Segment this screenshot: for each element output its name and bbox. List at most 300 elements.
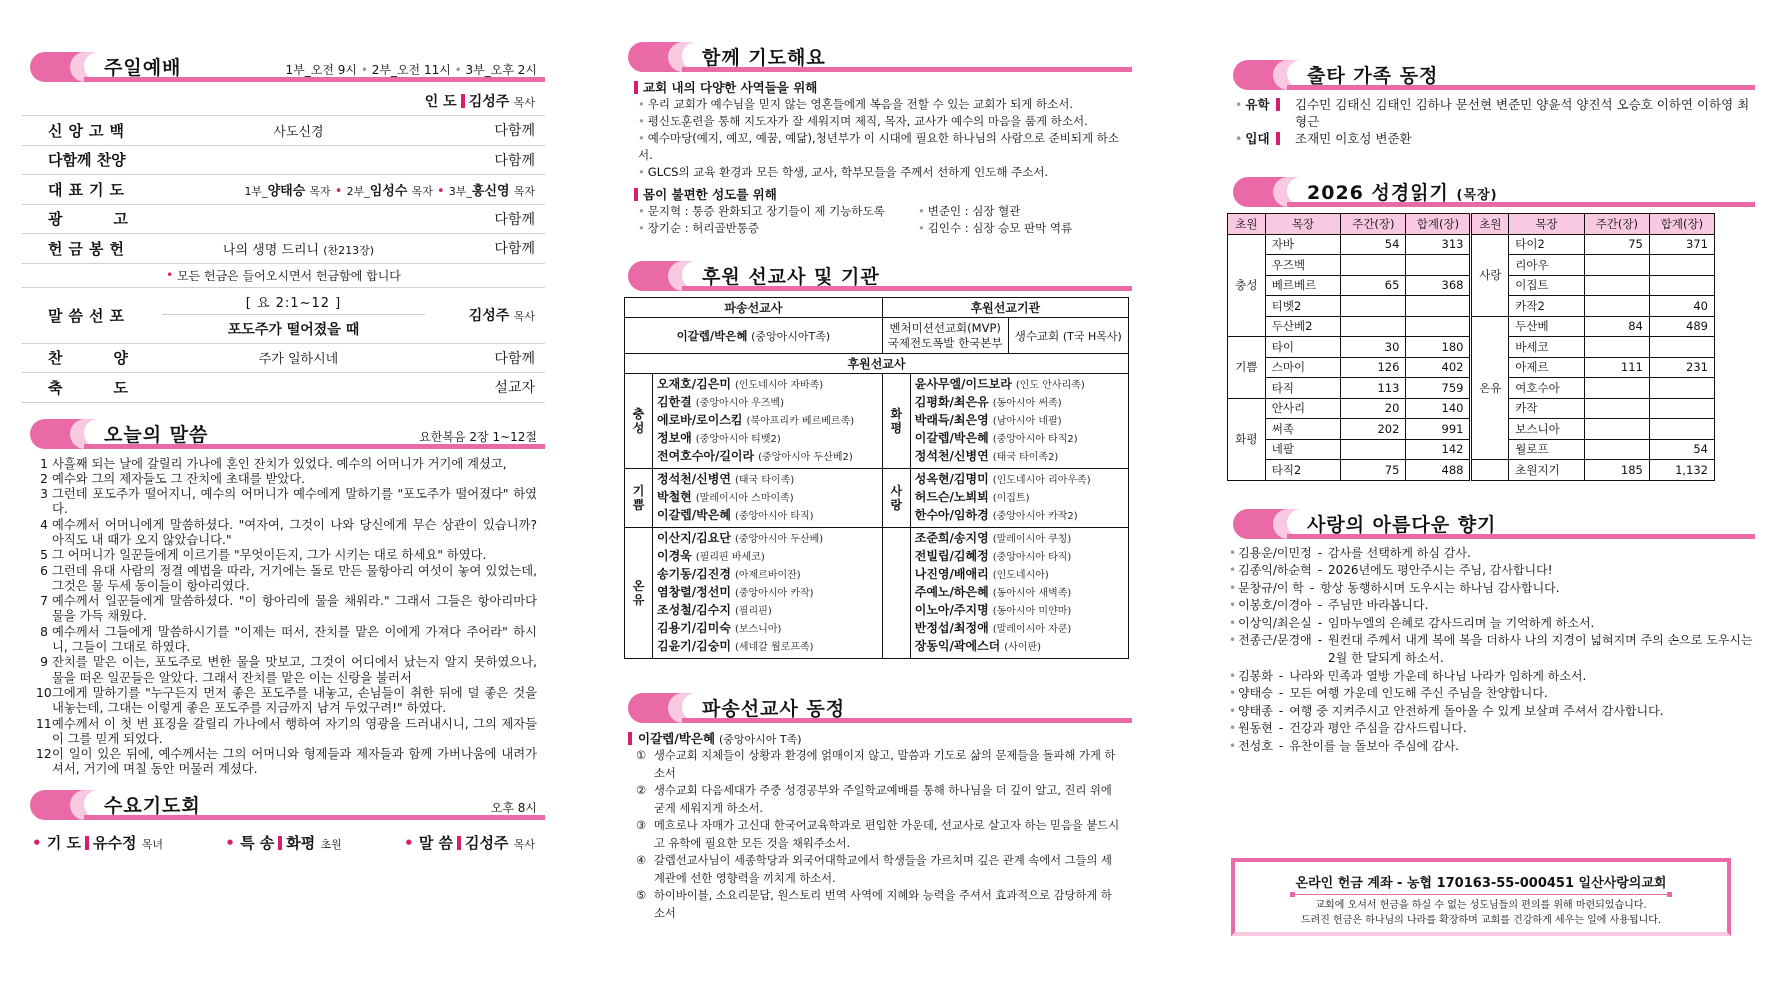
right-column: [1225, 0, 1755, 756]
dash: -: [1278, 668, 1284, 683]
reading-cell-week: [1584, 439, 1649, 460]
missionary-note: (필리핀): [734, 606, 772, 617]
verse-text: 사흘째 되는 날에 갈릴리 가나에 혼인 잔치가 있었다. 예수의 어머니가 거기에 계셨고,: [52, 456, 507, 471]
missionary-note: (동아시아 새벽족): [992, 588, 1072, 599]
mission-group-row: [625, 374, 1129, 469]
dash: -: [1317, 563, 1323, 578]
role-label: 기 도: [46, 833, 82, 852]
missionary-list: [653, 374, 883, 469]
verse-text: 예수와 그의 제자들도 그 잔치에 초대를 받았다.: [52, 471, 306, 486]
missionary-note: (인도 안사리족): [1015, 380, 1085, 391]
missionary-note: (필리핀 바세코): [695, 552, 765, 563]
thanks-item: [1225, 720, 1755, 738]
missionary-note: (아제르바이잔): [734, 570, 801, 581]
verse-text: 예수께서 이 첫 번 표징을 갈릴리 가나에서 행하여 자기의 영광을 드러내시니, 그의 제자들이 그를 믿게 되었다.: [52, 716, 537, 746]
order-leader: 다함께: [494, 123, 535, 140]
missionary-entry: [657, 507, 878, 525]
prayer-item: • 평신도훈련을 통해 지도자가 잘 세워지며 제직, 목자, 교사가 예수의 마음을 품게 하소서.: [620, 113, 1132, 130]
reading-cell-week: [1584, 419, 1649, 440]
reading-cell-week: 54: [1341, 234, 1406, 255]
role-title: 목사: [513, 837, 535, 851]
missionary-note: (세네갈 월로프족): [734, 642, 814, 653]
missionary-entry: [657, 412, 878, 430]
verse: [36, 457, 537, 472]
news-number: ③: [636, 819, 647, 832]
group-label: 화 평: [882, 374, 910, 469]
order-leader: 다함께: [494, 152, 535, 169]
section-header-wednesday: [22, 788, 545, 822]
verse-number: 11: [36, 716, 52, 731]
reading-cell-name: 카작2: [1509, 296, 1585, 317]
missionary-list: [910, 528, 1128, 659]
order-label: 축 도: [48, 378, 134, 397]
missionary-note: (중앙아시아 타직): [992, 552, 1072, 563]
reading-cell-total: [1649, 275, 1714, 296]
reading-cell-week: 84: [1584, 316, 1649, 337]
leader-role: 목자: [513, 184, 535, 198]
thanks-item: [1225, 685, 1755, 703]
middle-column: [620, 0, 1132, 922]
reading-cell-week: [1584, 398, 1649, 419]
section-header-family: [1225, 58, 1755, 92]
column-header: 주간(장): [1341, 214, 1406, 235]
missionary-entry: [657, 430, 878, 448]
thanks-item: [1225, 615, 1755, 633]
group-label: 온 유: [625, 528, 653, 659]
missionary-entry: [657, 566, 878, 584]
verse-text: 잔치를 맡은 이는, 포도주로 변한 물을 맛보고, 그것이 어디에서 났는지 알지 못하였으나, 물을 떠온 일꾼들은 알았다. 그래서 잔치를 맡은 이는 신랑을 불러서: [52, 655, 537, 685]
reading-cell-week: [1341, 296, 1406, 317]
missionary-note: (말레이시아 쿠칭): [992, 534, 1072, 545]
reading-cell-week: [1584, 296, 1649, 317]
scripture-reference: 요한복음 2장 1~12절: [419, 429, 537, 444]
order-row-praise: [22, 146, 545, 176]
reading-cell-name: 안사리: [1265, 398, 1341, 419]
preacher-role: 목사: [513, 310, 535, 323]
missionary-name: 정보애: [657, 431, 692, 445]
missionary-entry: [657, 584, 878, 602]
role-label: 말 씀: [418, 833, 454, 852]
verse-number: 8: [40, 624, 48, 639]
reading-table: [1227, 213, 1715, 481]
missionary-entry: [915, 530, 1124, 548]
org-name: 생수교회: [1014, 328, 1060, 343]
marker-bar: [457, 836, 461, 850]
prayer-item: • 예수마당(예지, 예꼬, 예꿈, 예닮),청년부가 이 시대에 필요한 하나님의 사람으로 준비되게 하소서.: [620, 130, 1132, 164]
reading-cell-week: 126: [1341, 357, 1406, 378]
part-label: 1부_: [244, 184, 268, 198]
family-names: 조재민 이호성 변준환: [1295, 131, 1412, 146]
thanks-item: [1225, 632, 1755, 667]
section-header-thanks: [1225, 507, 1755, 541]
verse-number: 1: [40, 456, 48, 471]
thanks-message: 원컨대 주께서 내게 복에 복을 더하사 나의 지경이 넓혀지며 주의 손으로 도우시는 2월 한 달되게 하소서.: [1328, 633, 1753, 666]
reading-cell-week: [1584, 378, 1649, 399]
verse: [36, 564, 537, 595]
invocation-name: 김성주: [468, 94, 510, 110]
reading-cell-name: 카작: [1509, 398, 1585, 419]
news-item: [620, 747, 1132, 782]
thanks-who: • 김종익/하순혁: [1229, 562, 1312, 580]
reading-cell-total: 759: [1406, 378, 1471, 399]
account-note: 교회에 오셔서 헌금을 하실 수 없는 성도님들의 편의를 위해 마련되었습니다.: [1315, 900, 1647, 911]
dash: -: [1317, 633, 1323, 648]
wednesday-time: 오후 8시: [490, 800, 537, 815]
section-title: 함께 기도해요: [702, 47, 826, 69]
missionary-list: [910, 374, 1128, 469]
missionary-entry: [915, 394, 1124, 412]
missionary-note: (태국 타이족2): [992, 452, 1059, 463]
hymn-number: (찬213장): [323, 243, 375, 257]
missionary-name: 전여호수아/길이라: [657, 449, 755, 463]
invocation-row: [22, 88, 545, 116]
missionary-name: 염창렬/정선미: [657, 585, 731, 599]
mission-group-row: [625, 528, 1129, 659]
reading-cell-total: 140: [1406, 398, 1471, 419]
missionary-entry: [657, 638, 878, 656]
order-content: 사도신경: [273, 124, 324, 140]
reading-group: 기쁨: [1228, 337, 1266, 399]
news-text: 메흐로나 자매가 고신대 한국어교육학과로 편입한 가운데, 선교사로 살고자 하는 믿음을 붙드시고 유학에 필요한 모든 것을 채워주소서.: [654, 819, 1120, 850]
missionary-entry: [657, 448, 878, 466]
group-label: 사 랑: [882, 469, 910, 528]
missionary-note: (남아시아 네팔): [992, 416, 1062, 427]
org-name: 벤처미션선교회(MVP): [889, 320, 1001, 335]
missionary-name: 박철현: [657, 490, 692, 504]
missionary-note: (중앙아시아 우즈벡): [695, 398, 785, 409]
missionary-list: [910, 469, 1128, 528]
dash: -: [1278, 686, 1284, 701]
reading-row: [1228, 316, 1715, 337]
missionary-note: (중앙아시아 T족): [719, 733, 802, 746]
missionary-name: 김한결: [657, 395, 692, 409]
service-times: 1부_오전 9시 • 2부_오전 11시 • 3부_오후 2시: [285, 63, 537, 77]
verse-number: 10: [36, 685, 52, 700]
missionary-name: 이노아/주지명: [914, 603, 989, 617]
thanks-who: • 문창규/이 학: [1229, 580, 1304, 598]
thanks-who: • 전성호: [1229, 738, 1273, 756]
missionary-name: 김평화/최은유: [914, 395, 989, 409]
thanks-item: [1225, 703, 1755, 721]
thanks-who: • 양태승: [1229, 685, 1273, 703]
news-item: [620, 817, 1132, 852]
thanks-who: • 김용운/이민정: [1229, 545, 1312, 563]
thanks-message: 감사를 선택하게 하심 감사.: [1328, 545, 1471, 560]
thanks-message: 주님만 바라봅니다.: [1328, 598, 1429, 613]
prayer-subheading: 교회 내의 다양한 사역들을 위해: [620, 78, 1132, 96]
thanks-item: [1225, 738, 1755, 756]
section-header-missionary-news: [620, 691, 1132, 725]
news-item: [620, 887, 1132, 922]
news-number: ①: [636, 749, 647, 762]
order-row-hymn: [22, 344, 545, 374]
missionary-name: 이갈렙/박은혜: [638, 731, 716, 746]
missionary-note: (중앙아시아 티벳2): [695, 434, 781, 445]
part-label: 2부_: [346, 184, 370, 198]
column-header: 목장: [1265, 214, 1341, 235]
missionary-note: (태국 타이족): [734, 475, 795, 486]
news-text: 하이바이블, 소요리문답, 원스토리 번역 사역에 지혜와 능력을 주셔서 효과적으로 감당하게 하소서: [654, 889, 1112, 920]
missionary-note: (중앙아시아 타직): [734, 511, 814, 522]
role-title: 목녀: [141, 837, 163, 851]
role-name: 유수정: [93, 833, 137, 852]
family-label: • 입대: [1235, 130, 1287, 147]
reading-cell-name: 네팔: [1265, 439, 1341, 460]
reading-cell-name: 자바: [1265, 234, 1341, 255]
dash: -: [1309, 580, 1315, 595]
missionary-name: 이경욱: [657, 549, 692, 563]
verse-number: 12: [36, 747, 52, 762]
order-row-creed: [22, 116, 545, 146]
section-header-prayer: [620, 40, 1132, 74]
section-header-reading: [1225, 175, 1755, 209]
reading-cell-total: [1406, 255, 1471, 276]
reading-cell-total: 488: [1406, 460, 1471, 481]
part-label: 3부_: [448, 184, 472, 198]
leader-name: 임성수: [369, 183, 408, 199]
reading-cell-name: 우즈벡: [1265, 255, 1341, 276]
missionary-name: 반정섭/최정애: [914, 621, 989, 635]
church-prayer-list: [620, 96, 1132, 181]
reading-cell-name: 타이2: [1509, 234, 1585, 255]
org-note: (T국 H목사): [1062, 329, 1122, 343]
order-row-announce: [22, 205, 545, 235]
reading-cell-total: 313: [1406, 234, 1471, 255]
missionary-entry: [915, 412, 1124, 430]
section-title: 주일예배: [104, 57, 182, 79]
verse-text: 그런데 유대 사람의 정결 예법을 따라, 거기에는 돌로 만든 물항아리 여섯이 놓여 있었는데, 그것은 물 두세 동이들이 항아리였다.: [52, 563, 537, 593]
missionary-name: 김용기/김미숙: [657, 621, 731, 635]
missionary-name: 조성철/김수지: [657, 603, 731, 617]
verse-number: 9: [40, 655, 48, 670]
missionary-note: (중앙아시아 카작2): [992, 511, 1078, 522]
role-name: 김성주: [465, 833, 509, 852]
online-offering-box: [1231, 858, 1731, 936]
missionary-name: 에로바/로이스킴: [657, 413, 743, 427]
thanks-message: 건강과 평안 주심을 감사드립니다.: [1289, 721, 1467, 736]
missionary-name: 이갈렙/박은혜: [676, 328, 748, 343]
column-header: 초원: [1471, 214, 1509, 235]
reading-cell-total: [1649, 419, 1714, 440]
missionary-note: (중앙아시아 두산베2): [758, 452, 853, 463]
news-number: ⑤: [636, 889, 647, 902]
missionary-name: 나진영/배애리: [914, 567, 989, 581]
verse: [36, 717, 537, 748]
order-leader: 다함께: [494, 350, 535, 367]
missionary-name: 윤사무엘/이드보라: [914, 377, 1012, 391]
reading-cell-week: [1584, 255, 1649, 276]
section-title: [1307, 178, 1498, 205]
reading-cell-name: 두산베2: [1265, 316, 1341, 337]
reading-cell-week: 202: [1341, 419, 1406, 440]
section-header-missions: [620, 259, 1132, 293]
org-mvp: [882, 318, 1008, 354]
missionary-news-heading: [620, 729, 1132, 747]
verse-text: 예수께서 일꾼들에게 말씀하셨다. "이 항아리에 물을 채워라." 그래서 그들은 항아리마다 물을 가득 채웠다.: [52, 594, 537, 624]
verse: [36, 548, 537, 563]
service-time: 1부_오전 9시: [285, 63, 357, 77]
reading-cell-name: 바세코: [1509, 337, 1585, 358]
reading-cell-total: 231: [1649, 357, 1714, 378]
section-title: 출타 가족 동정: [1307, 65, 1439, 87]
thanks-item: [1225, 580, 1755, 598]
thanks-message: 임마누엘의 은혜로 감사드리며 늘 기억하게 하소서.: [1328, 615, 1595, 630]
reading-cell-total: 54: [1649, 439, 1714, 460]
reading-subtitle: (목장): [1456, 188, 1498, 203]
reading-cell-name: 타직2: [1265, 460, 1341, 481]
missionary-entry: [915, 638, 1124, 656]
section-title: 파송선교사 동정: [702, 698, 846, 720]
thanks-item: [1225, 597, 1755, 615]
section-title: 후원 선교사 및 기관: [702, 266, 880, 288]
reading-cell-week: 185: [1584, 460, 1649, 481]
reading-cell-name: 스마이: [1265, 357, 1341, 378]
reading-cell-total: 142: [1406, 439, 1471, 460]
reading-cell-week: 75: [1584, 234, 1649, 255]
missionary-entry: [915, 471, 1124, 489]
verse-number: 5: [40, 548, 48, 563]
column-header: 합계(장): [1406, 214, 1471, 235]
verse: [36, 472, 537, 487]
thanks-message: 유찬이를 늘 돌보아 주심에 감사.: [1289, 739, 1459, 754]
verse: [36, 518, 537, 549]
news-text: 갈렙선교사님이 세종학당과 외국어대학교에서 학생들을 가르치며 깊은 관계 속에서 그들의 세계관에 선한 영향력을 끼치게 하소서.: [654, 854, 1112, 885]
missionary-entry: [657, 620, 878, 638]
section-title: 수요기도회: [104, 794, 201, 817]
missionary-name: 오재호/김은미: [657, 377, 731, 391]
column-header: 목장: [1509, 214, 1585, 235]
invocation-role: 목사: [513, 96, 535, 109]
verse: [36, 594, 537, 625]
service-time: 2부_오전 11시: [371, 63, 451, 77]
news-item: [620, 782, 1132, 817]
verse-text: 예수께서 어머니에게 말씀하셨다. "여자여, 그것이 나와 당신에게 무슨 상관이 있습니까? 아직도 내 때가 오지 않았습니다.": [52, 517, 537, 547]
service-time: 3부_오후 2시: [465, 63, 537, 77]
missionary-note: (동아시아 미얀마): [992, 606, 1072, 617]
offering-note-text: 모든 헌금은 들어오시면서 헌금함에 합니다: [176, 268, 401, 283]
reading-cell-total: [1406, 296, 1471, 317]
missionary-entry: [915, 448, 1124, 466]
missionary-entry: [657, 530, 878, 548]
missionary-note: (사이판): [1004, 642, 1042, 653]
leader-role: 목자: [309, 184, 331, 198]
verse: [36, 747, 537, 778]
order-row-benediction: [22, 373, 545, 403]
account-note: 드려진 헌금은 하나님의 나라를 확장하며 교회를 건강하게 세우는 일에 사용됩니다.: [1300, 915, 1662, 926]
missionary-name: 정석천/신병연: [914, 449, 989, 463]
dash: -: [1317, 545, 1323, 560]
missionary-name: 조준희/송지영: [914, 531, 989, 545]
reading-cell-total: [1649, 255, 1714, 276]
leader-name: 홍신영: [471, 183, 510, 199]
reading-cell-name: 리아우: [1509, 255, 1585, 276]
order-row-prayer: [22, 175, 545, 205]
section-title: 사랑의 아름다운 향기: [1307, 513, 1497, 536]
missionary-note: (말레이시아 자쿤): [992, 624, 1072, 635]
order-label: 헌금봉헌: [48, 239, 130, 258]
verse-text: 이 일이 있은 뒤에, 예수께서는 그의 어머니와 형제들과 제자들과 함께 가버나움에 내려가셔서, 거기에 며칠 동안 머물러 계셨다.: [52, 747, 537, 777]
missionary-entry: [915, 620, 1124, 638]
missionary-list: [653, 469, 883, 528]
group-label: 기 쁨: [625, 469, 653, 528]
missionary-entry: [657, 489, 878, 507]
marker-bar: [85, 836, 89, 850]
reading-cell-total: 402: [1406, 357, 1471, 378]
missionary-note: (중앙아시아 카작): [734, 588, 814, 599]
reading-cell-name: 타직: [1265, 378, 1341, 399]
divider: [1290, 894, 1672, 895]
missionary-name: 김윤기/김숭미: [657, 639, 731, 653]
missionary-entry: [657, 602, 878, 620]
missionary-entry: [915, 566, 1124, 584]
section-header-sunday: [22, 50, 545, 84]
thanks-message: 여행 중 지켜주시고 안전하게 돌아올 수 있게 보살펴 주셔서 감사합니다.: [1289, 703, 1664, 718]
missionary-entry: [915, 507, 1124, 525]
reading-cell-name: 보스니아: [1509, 419, 1585, 440]
missionary-entry: [915, 602, 1124, 620]
reading-group: [1471, 460, 1509, 481]
group-label: [882, 528, 910, 659]
missionary-list: [653, 528, 883, 659]
order-label: 대표기도: [48, 180, 130, 199]
missionary-entry: [657, 394, 878, 412]
verse: [36, 625, 537, 656]
reading-cell-total: [1649, 398, 1714, 419]
reading-cell-week: 75: [1341, 460, 1406, 481]
missionary-name: 주예노/하은혜: [914, 585, 989, 599]
reading-cell-total: 368: [1406, 275, 1471, 296]
reading-cell-name: 베르베르: [1265, 275, 1341, 296]
reading-cell-name: 아제르: [1509, 357, 1585, 378]
reading-cell-week: [1341, 439, 1406, 460]
wednesday-role-item: • 특 송 화평 초원: [225, 833, 342, 852]
reading-title: 2026 성경읽기: [1307, 182, 1449, 204]
section-title: 오늘의 말씀: [104, 423, 209, 446]
reading-cell-week: 30: [1341, 337, 1406, 358]
verse-text: 예수께서 그들에게 말씀하시기를 "이제는 떠서, 잔치를 맡은 이에게 가져다 주어라" 하시니, 그들이 그대로 하였다.: [52, 624, 537, 655]
reading-cell-total: [1649, 337, 1714, 358]
dash: -: [1317, 615, 1323, 630]
thanks-who: • 원동현: [1229, 720, 1273, 738]
reading-cell-week: 20: [1341, 398, 1406, 419]
missionary-entry: [657, 548, 878, 566]
missionary-news-list: [620, 747, 1132, 922]
reading-cell-week: [1584, 337, 1649, 358]
leader-role: 목자: [411, 184, 433, 198]
missionary-name: 이갈렙/박은혜: [657, 508, 731, 522]
marker-bar: [461, 94, 465, 108]
group-label: 충 성: [625, 374, 653, 469]
column-header: 합계(장): [1649, 214, 1714, 235]
verse-text: 그 어머니가 일꾼들에게 이르기를 "무엇이든지, 그가 시키는 대로 하세요" 하였다.: [52, 548, 487, 563]
sick-item: • 변준인 : 심장 혈관: [918, 203, 1132, 220]
thanks-item: [1225, 562, 1755, 580]
supported-header: 후원선교사: [625, 354, 1129, 374]
verse-number: 7: [40, 594, 48, 609]
prayer-item: • 우리 교회가 예수님을 믿지 않는 영혼들에게 복음을 전할 수 있는 교회가 되게 하소서.: [620, 96, 1132, 113]
missionary-name: 이갈렙/박은혜: [914, 431, 989, 445]
missionary-name: 허드슨/노뵈뵈: [914, 490, 989, 504]
order-leader: 설교자: [494, 380, 535, 397]
reading-row: [1228, 234, 1715, 255]
missionary-entry: [657, 471, 878, 489]
missionary-name: 정석천/신병연: [657, 472, 731, 486]
preacher-name: 김성주: [468, 308, 510, 324]
missionary-note: (이집트): [992, 493, 1030, 504]
reading-group: 온유: [1471, 316, 1509, 460]
dash: -: [1278, 703, 1284, 718]
thanks-who: • 이봉호/이경아: [1229, 597, 1312, 615]
